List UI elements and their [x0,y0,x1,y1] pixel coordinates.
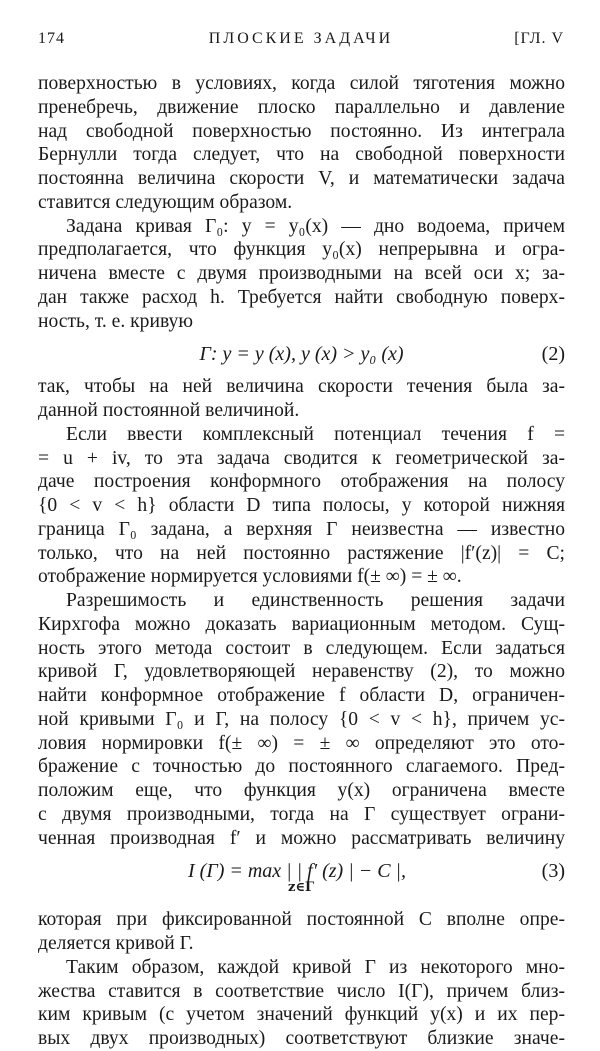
text-line: вых двух производных) соответствуют близкие значе- [38,1028,565,1049]
text-line: отображение нормируется условиями f(± ∞) = ± ∞. [38,566,462,588]
text-line: кривой Γ, удовлетворяющей неравенству (2), то можно [38,661,565,683]
running-title: ПЛОСКИЕ ЗАДАЧИ [208,30,394,47]
text-line: найти конформное отображение f области D, ограничен- [38,685,565,706]
text-line: ченная производная f′ и можно рассматривать величину [38,827,565,849]
text-line: так, чтобы на ней величина скорости течения была за- [38,376,565,398]
text-line: бражение с точностью до постоянного слагаемого. Пред- [38,756,565,778]
text-line: = u + iv, то эта задача сводится к геометрической за- [38,447,565,469]
text-line: даче построения конформного отображения на полосу [38,471,565,493]
text-line: Кирхгофа можно доказать вариационным методом. Сущ- [38,613,565,635]
text-line: деляется кривой Γ. [38,933,194,954]
paragraph-7 [38,956,565,1051]
text-line: положим еще, что функция y(x) ограничена вместе [38,780,565,801]
equation-expression: Γ: y = y (x), y (x) > y₀ (x) [199,343,404,366]
equation-number: (3) [541,860,565,883]
text-line: Таким образом, каждой кривой Γ из некоторого мно- [66,956,565,978]
text-line: дан также расход h. Требуется найти свободную поверх- [38,286,565,308]
text-line: ной кривыми Γ₀ и Γ, на полосу {0 < v < h}, причем ус- [38,708,565,730]
text-line: с двумя производными, тогда на Γ существует ограни- [38,803,565,825]
text-line: постоянна величина скорости V, и математически задача [38,168,565,189]
text-line: ничена вместе с двумя производными на всей оси x; за- [38,263,565,284]
text-line: граница Γ₀ задана, а верхняя Γ неизвестна — известно [38,518,565,540]
text-line: Бернулли тогда следует, что на свободной поверхности [38,144,565,166]
paragraph-5 [38,589,565,850]
text-line: ность этого метода состоит в следующем. Если задаться [38,637,565,659]
text-line: которая при фиксированной постоянной C вполне опре- [38,909,565,931]
equation-subscript: z∈Γ [288,880,315,896]
paragraph-1 [38,72,565,215]
text-line: данной постоянной величиной. [38,400,300,421]
equation-number: (2) [541,343,565,366]
text-line: Задана кривая Γ₀: y = y₀(x) — дно водоема, причем [66,215,565,237]
text-line: {0 < v < h} области D типа полосы, у которой нижняя [38,495,565,516]
chapter-marker: [ГЛ. V [514,30,564,47]
text-line: Разрешимость и единственность решения задачи [66,590,565,611]
text-line: жества ставится в соответствие число I(Γ), причем близ- [38,980,565,1002]
paragraph-4 [38,423,565,589]
page-header [38,30,564,54]
text-line: пренебречь, движение плоско параллельно и давление [38,96,565,118]
text-line: Если ввести комплексный потенциал течения f = [66,423,565,445]
equation-3 [38,850,565,908]
text-line: поверхностью в условиях, когда силой тяготения можно [38,73,565,94]
paragraph-3 [38,375,565,423]
paragraph-2 [38,215,565,334]
text-line: ставится следующим образом. [38,191,293,213]
text-line: над свободной поверхностью постоянно. Из интеграла [38,120,565,142]
page-number: 174 [38,30,65,47]
paragraph-6 [38,908,565,956]
text-line: ловия нормировки f(± ∞) = ± ∞ определяют это ото- [38,732,565,754]
text-line: только, что на ней постоянно растяжение |f′(z)| = C; [38,542,565,564]
text-line: ким кривым (с учетом значений функций y(x) и их пер- [38,1004,565,1026]
equation-expression: I (Γ) = max | | f′ (z) | − C |, [188,860,407,883]
page-body [38,72,565,1051]
text-line: предполагается, что функция y₀(x) непрерывна и огра- [38,239,565,261]
text-line: ность, т. е. кривую [38,310,193,332]
equation-2 [38,333,565,375]
